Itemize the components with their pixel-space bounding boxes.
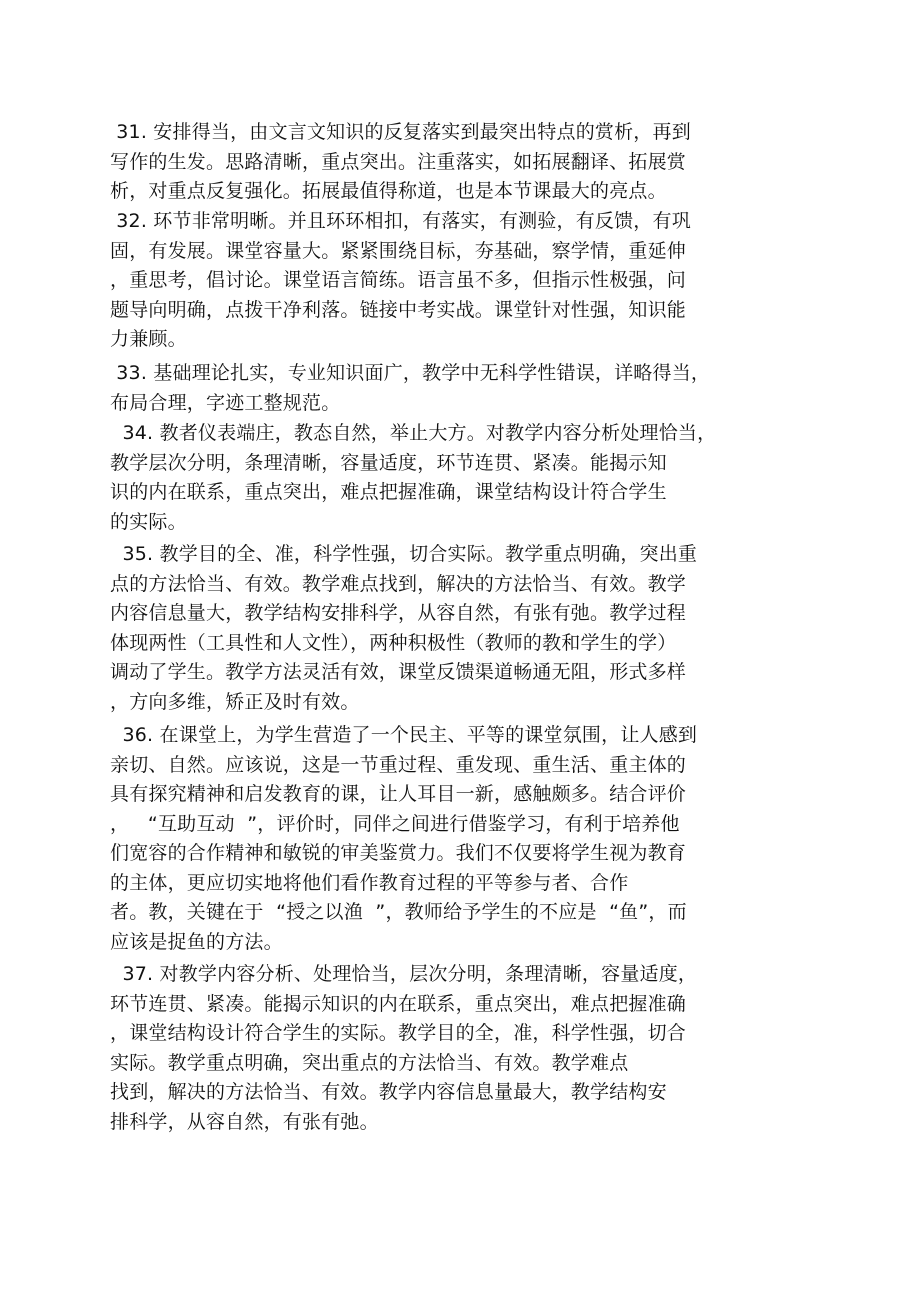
text-line: 识的内在联系，重点突出，难点把握准确，课堂结构设计符合学生 [110, 481, 667, 503]
text-line: 应该是捉鱼的方法。 [110, 930, 283, 953]
text-line: 析，对重点反复强化。拓展最值得称道，也是本节课最大的亮点。 [110, 180, 667, 202]
text-line: 31. 安排得当，由文言文知识的反复落实到最突出特点的赏析，再到 [110, 121, 691, 143]
text-line: ，课堂结构设计符合学生的实际。教学目的全，准，科学性强，切合 [110, 1022, 687, 1044]
paragraph-34 [110, 419, 790, 537]
text-line: 的实际。 [110, 510, 187, 533]
paragraph-33 [110, 359, 790, 418]
text-line: 教学层次分明，条理清晰，容量适度，环节连贯、紧凑。能揭示知 [110, 451, 667, 474]
text-line: 环节连贯、紧凑。能揭示知识的内在联系，重点突出，难点把握准确 [110, 992, 687, 1015]
text-line: 找到，解决的方法恰当、有效。教学内容信息量最大，教学结构安 [110, 1081, 667, 1103]
text-line: 点的方法恰当、有效。教学难点找到，解决的方法恰当、有效。教学 [110, 572, 687, 595]
text-line: 力兼顾。 [110, 328, 187, 350]
text-line: 的主体，更应切实地将他们看作教育过程的平等参与者、合作 [110, 871, 629, 894]
text-line: 内容信息量大，教学结构安排科学，从容自然，有张有弛。教学过程 [110, 602, 687, 624]
paragraph-36 [110, 721, 790, 957]
text-line: ，方向多维，矫正及时有效。 [110, 690, 360, 713]
text-line: 排科学，从容自然，有张有弛。 [110, 1110, 379, 1133]
text-line: 体现两性（工具性和人文性），两种积极性（教师的教和学生的学） [110, 631, 677, 654]
text-line: 们宽容的合作精神和敏锐的审美鉴赏力。我们不仅要将学生视为教育 [110, 842, 687, 864]
text-line: 36. 在课堂上，为学生营造了一个民主、平等的课堂氛围，让人感到 [110, 724, 698, 746]
text-line: 32. 环节非常明晰。并且环环相扣，有落实，有测验，有反馈，有巩 [110, 210, 691, 232]
text-line: 实际。教学重点明确，突出重点的方法恰当、有效。教学难点 [110, 1051, 629, 1074]
text-line: ， “互助互动 ”，评价时，同伴之间进行借鉴学习，有利于培养他 [110, 812, 680, 835]
text-line: 题导向明确，点拨干净利落。链接中考实战。课堂针对性强，知识能 [110, 298, 687, 321]
text-line: 具有探究精神和启发教育的课，让人耳目一新，感触颇多。结合评价 [110, 783, 687, 805]
text-line: 33. 基础理论扎实，专业知识面广，教学中无科学性错误，详略得当， [110, 362, 711, 384]
text-line: 布局合理，字迹工整规范。 [110, 391, 341, 414]
text-line: 37. 对教学内容分析、处理恰当，层次分明，条理清晰，容量适度， [110, 963, 698, 985]
text-line: 34. 教者仪表端庄，教态自然，举止大方。对教学内容分析处理恰当， [110, 422, 717, 444]
text-line: 调动了学生。教学方法灵活有效，课堂反馈渠道畅通无阻，形式多样 [110, 661, 687, 683]
text-line: 亲切、自然。应该说，这是一节重过程、重发现、重生活、重主体的 [110, 753, 687, 776]
paragraph-37 [110, 960, 790, 1137]
text-line: 35. 教学目的全、准，科学性强，切合实际。教学重点明确，突出重 [110, 543, 698, 565]
text-line: 者。教，关键在于 “授之以渔 ”，教师给予学生的不应是 “鱼”，而 [110, 901, 687, 923]
text-line: 写作的生发。思路清晰，重点突出。注重落实，如拓展翻译、拓展赏 [110, 150, 687, 173]
paragraph-35 [110, 540, 790, 717]
text-line: 固，有发展。课堂容量大。紧紧围绕目标，夯基础，察学情，重延伸 [110, 239, 687, 262]
paragraph-31 [110, 118, 790, 207]
text-line: ，重思考，倡讨论。课堂语言简练。语言虽不多，但指示性极强，问 [110, 269, 687, 291]
paragraph-32 [110, 207, 790, 355]
